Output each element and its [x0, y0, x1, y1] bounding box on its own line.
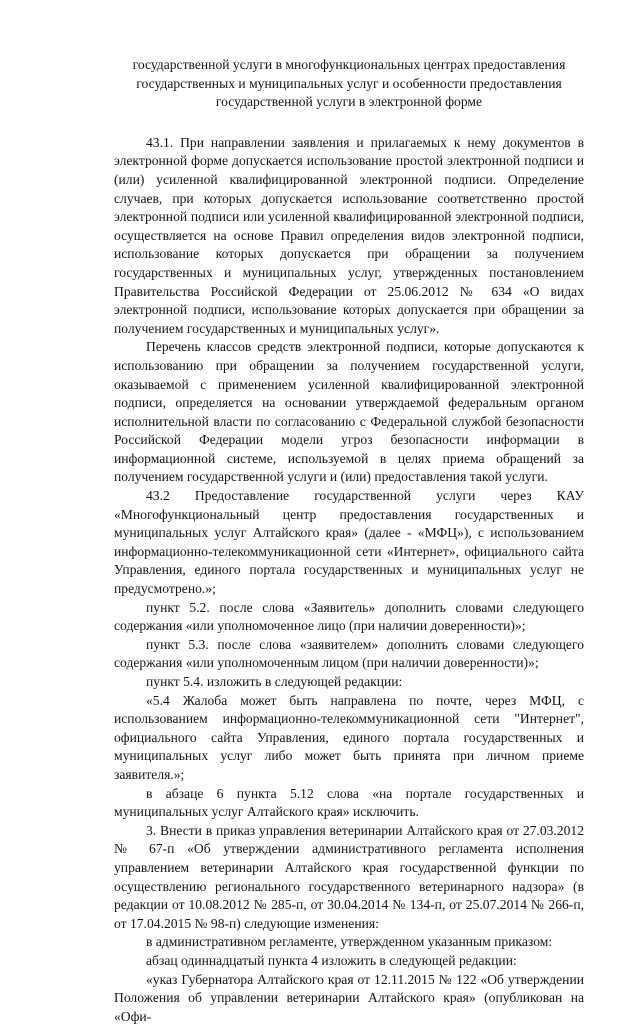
paragraph-item-5-4: пункт 5.4. изложить в следующей редакции:	[114, 673, 584, 692]
paragraph-signature-classes: Перечень классов средств электронной подписи, которые допускаются к использованию при обращении за получением государственной услуги, оказываемой с применением усиленной квалифицированной электронной подписи, определяется на основании утверждаемой федеральным органом исполнительной власти по согласованию с Федеральной службой безопасности Российской Федерации модели угроз безопасности информации в информационной системе, используемой в целях приема обращений за получением государственной услуги и (или) предоставления такой услуги.	[114, 338, 584, 487]
paragraph-quote-5-4: «5.4 Жалоба может быть направлена по почте, через МФЦ, с использованием информационно-телекоммуникационной сети "Интернет", официального сайта Управления, единого портала государственных и муниципальных услуг либо может быть принята при личном приеме заявителя.»;	[114, 692, 584, 785]
heading-line: государственных и муниципальных услуг и особенности предоставления	[114, 75, 584, 94]
paragraph-regulation: в административном регламенте, утвержденном указанным приказом:	[114, 933, 584, 952]
heading-line: государственной услуги в электронной форме	[114, 93, 584, 112]
paragraph-item-5-3: пункт 5.3. после слова «заявителем» дополнить словами следующего содержания «или уполномоченным лицом (при наличии доверенности)»;	[114, 636, 584, 673]
paragraph-43-1: 43.1. При направлении заявления и прилагаемых к нему документов в электронной форме допускается использование простой электронной подписи и (или) усиленной квалифицированной электронной подписи. Определение случаев, при которых допускается использование соответственно простой электронной подписи или усиленной квалифицированной электронной подписи, осуществляется на основе Правил определения видов электронной подписи, использование которых допускается при обращении за получением государственных и муниципальных услуг, утвержденных постановлением Правительства Российской Федерации от 25.06.2012 № 634 «О видах электронной подписи, использование которых допускается при обращении за получением государственных и муниципальных услуг».	[114, 134, 584, 339]
section-heading	[114, 56, 584, 112]
heading-line: государственной услуги в многофункциональных центрах предоставления	[114, 56, 584, 75]
paragraph-item-5-2: пункт 5.2. после слова «Заявитель» дополнить словами следующего содержания «или уполномоченное лицо (при наличии доверенности)»;	[114, 599, 584, 636]
paragraph-item-4: абзац одиннадцатый пункта 4 изложить в следующей редакции:	[114, 952, 584, 971]
paragraph-section-3: 3. Внести в приказ управления ветеринарии Алтайского края от 27.03.2012 № 67-п «Об утверждении административного регламента исполнения управлением ветеринарии Алтайского края государственной функции по осуществлению регионального государственного ветеринарного надзора» (в редакции от 10.08.2012 № 285-п, от 30.04.2014 № 134-п, от 25.07.2014 № 266-п, от 17.04.2015 № 98-п) следующие изменения:	[114, 822, 584, 934]
paragraph-item-5-12: в абзаце 6 пункта 5.12 слова «на портале государственных и муниципальных услуг Алтайского края» исключить.	[114, 785, 584, 822]
paragraph-decree-quote: «указ Губернатора Алтайского края от 12.11.2015 № 122 «Об утверждении Положения об управлении ветеринарии Алтайского края» (опубликован на «Офи-	[114, 971, 584, 1026]
paragraph-43-2: 43.2 Предоставление государственной услуги через КАУ «Многофункциональный центр предоставления государственных и муниципальных услуг Алтайского края» (далее - «МФЦ»), с использованием информационно-телекоммуникационной сети «Интернет», официального сайта Управления, единого портала государственных и муниципальных услуг не предусмотрено.»;	[114, 487, 584, 599]
